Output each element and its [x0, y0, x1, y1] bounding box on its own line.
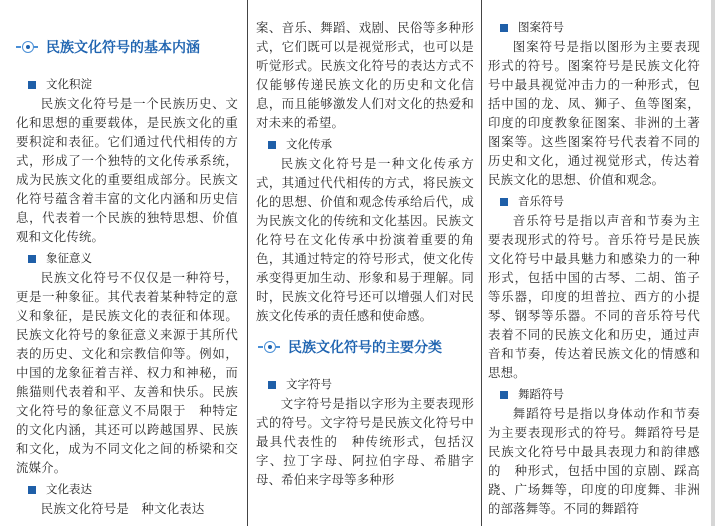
subheading-text: 舞蹈符号	[518, 387, 564, 401]
paragraph: 民族文化符号不仅仅是一种符号，更是一种象征。其代表着某种特定的意义和象征，是民族文化的表征和体现。民族文化符号的象征意义来源于其所代表的历史、文化和宗教信仰等。例如，中国的龙象征着吉祥、权力和神秘，而熊猫则代表着和平、友善和快乐。民族文化符号的象征意义不局限于 种特定的文化内涵，其还可以跨越国界、民族和文化，成为不同文化之间的桥梁和交流媒介。	[16, 270, 238, 475]
column-right	[488, 0, 700, 526]
section-heading-basic-meaning	[16, 37, 238, 57]
section-heading-main-categories	[258, 337, 474, 357]
subheading-text: 象征意义	[46, 251, 92, 265]
paragraph: 音乐符号是指以声音和节奏为主要表现形式的符号。音乐符号是民族文化符号中最具魅力和感染力的一种形式，包括中国的古琴、二胡、笛子等乐器，印度的坦普拉、西方的小提琴、钢琴等乐器。不同的音乐符号代表着不同的民族文化和历史，通过声音和节奏，传达着民族文化的情感和思想。	[488, 213, 700, 380]
square-bullet-icon	[28, 486, 36, 494]
paragraph: 图案符号是指以图形为主要表现形式的符号。图案符号是民族文化符号中最具视觉冲击力的一种形式，包括中国的龙、凤、狮子、鱼等图案，印度的印度教象征图案、非洲的土著图案等。这些图案符号代表着不同的历史和文化，通过视觉形式，传达着民族文化的思想、价值和观念。	[488, 39, 700, 187]
column-divider	[247, 0, 248, 526]
paragraph: 民族文化符号是一个民族历史、文化和思想的重要载体，是民族文化的重要积淀和表征。它们通过代代相传的方式，形成了一个独特的文化传承系统，成为民族文化的重要组成部分。民族文化符号蕴含着丰富的文化内涵和历史信息，代表着一个民族的独特思想、价值观和文化传统。	[16, 96, 238, 244]
section-bullet-icon	[16, 40, 40, 54]
paragraph: 文字符号是指以字形为主要表现形式的符号。文字符号是民族文化符号中最具代表性的 种传统形式，包括汉字、拉丁字母、阿拉伯字母、希腊字母、希伯来字母等多种形	[256, 396, 474, 487]
section-bullet-icon	[258, 340, 282, 354]
square-bullet-icon	[268, 141, 276, 149]
subheading-text: 文化表达	[46, 482, 92, 496]
square-bullet-icon	[500, 391, 508, 399]
subheading-cultural-accumulation	[16, 75, 238, 94]
section-heading-text: 民族文化符号的基本内涵	[46, 40, 200, 56]
section-heading-text: 民族文化符号的主要分类	[288, 340, 442, 356]
paragraph: 民族文化符号是 种文化表达	[40, 501, 205, 516]
column-left	[16, 0, 238, 526]
subheading-dance-symbols	[488, 385, 700, 404]
square-bullet-icon	[500, 198, 508, 206]
square-bullet-icon	[28, 255, 36, 263]
subheading-cultural-inheritance	[256, 135, 474, 154]
column-divider	[481, 0, 482, 526]
square-bullet-icon	[500, 24, 508, 32]
square-bullet-icon	[268, 381, 276, 389]
subheading-text: 音乐符号	[518, 194, 564, 208]
subheading-pattern-symbols	[488, 18, 700, 37]
page-edge-bar	[711, 0, 715, 526]
subheading-text: 文化积淀	[46, 77, 92, 91]
column-middle	[256, 0, 474, 526]
square-bullet-icon	[28, 81, 36, 89]
subheading-text: 文化传承	[286, 137, 332, 151]
subheading-cultural-expression	[16, 480, 238, 499]
subheading-text-symbols	[256, 375, 474, 394]
subheading-text: 文字符号	[286, 377, 332, 391]
paragraph: 案、音乐、舞蹈、戏剧、民俗等多种形式，它们既可以是视觉形式，也可以是听觉形式。民族文化符号的表达方式不仅能够传递民族文化的历史和文化信息，而且能够激发人们对文化的热爱和对未来的希望。	[256, 20, 474, 130]
subheading-music-symbols	[488, 192, 700, 211]
subheading-text: 图案符号	[518, 20, 564, 34]
paragraph: 舞蹈符号是指以身体动作和节奏为主要表现形式的符号。舞蹈符号是民族文化符号中最具表现力和韵律感的 种形式，包括中国的京剧、踩高跷、广场舞等，印度的印度舞、非洲的部落舞等。不同的舞蹈符	[488, 406, 700, 516]
paragraph: 民族文化符号是一种文化传承方式，其通过代代相传的方式，将民族文化的思想、价值和观念传承给后代，成为民族文化的传统和文化基因。民族文化符号在文化传承中扮演着重要的角色，其通过特定的符号形式，使文化传承变得更加生动、形象和易于理解。同时，民族文化符号还可以增强人们对民族文化传承的责任感和使命感。	[256, 156, 474, 323]
subheading-symbolic-meaning	[16, 249, 238, 268]
